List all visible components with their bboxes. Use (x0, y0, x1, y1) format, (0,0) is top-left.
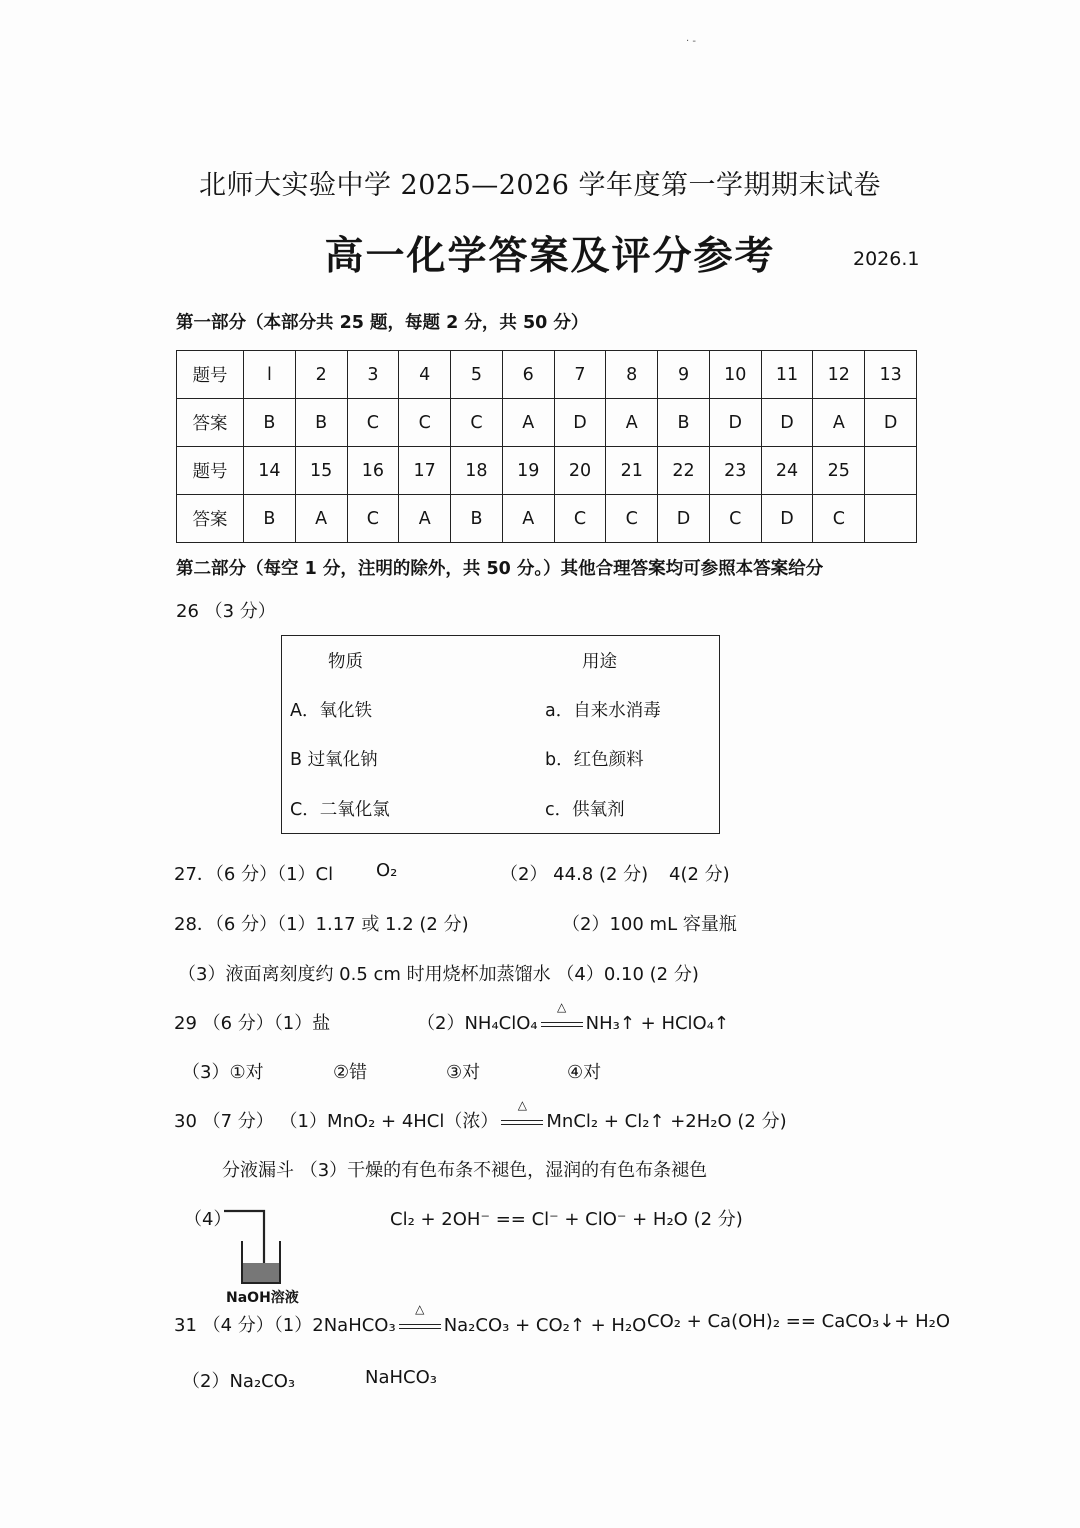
table-cell: A (813, 399, 865, 447)
table-cell: D (761, 495, 813, 543)
table-cell: 5 (451, 351, 503, 399)
q26-col-substance: 物质 (328, 652, 363, 672)
table-cell: D (761, 399, 813, 447)
q30-products: MnCl₂ + Cl₂↑ +2H₂O (2 分) (546, 1111, 787, 1132)
table-cell: 9 (658, 351, 710, 399)
table-cell: 14 (244, 447, 296, 495)
table-cell: 16 (347, 447, 399, 495)
q30-part4-label: （4） (184, 1209, 232, 1230)
table-cell: 7 (554, 351, 606, 399)
table-cell: C (554, 495, 606, 543)
scan-mark: · - (686, 36, 696, 47)
table-cell: 17 (399, 447, 451, 495)
q29-reactant: （2）NH₄ClO₄ (417, 1013, 538, 1034)
q26-substance-c: C．二氧化氯 (290, 800, 390, 820)
q30-reactants: 30 （7 分） （1）MnO₂ + 4HCl（浓） (174, 1111, 499, 1132)
table-cell: 18 (451, 447, 503, 495)
table-cell: C (399, 399, 451, 447)
q26-matching-box (281, 635, 720, 834)
table-cell: D (554, 399, 606, 447)
table-cell: A (502, 495, 554, 543)
q31-part2-2: NaHCO₃ (365, 1367, 437, 1388)
q29-line2-2: ②错 (333, 1062, 368, 1083)
q26-use-c: c．供氧剂 (545, 800, 625, 820)
answer-table (176, 350, 917, 543)
heat-arrow (396, 1302, 444, 1336)
table-row (177, 495, 917, 543)
q28-part1: 28．（6 分）（1）1.17 或 1.2 (2 分) (174, 914, 469, 935)
heat-symbol: △ (517, 1098, 528, 1112)
q28-line2: （3）液面离刻度约 0.5 cm 时用烧杯加蒸馏水 （4）0.10 (2 分) (178, 964, 699, 985)
table-cell: C (709, 495, 761, 543)
q27-o2: O₂ (376, 860, 398, 881)
table-cell: l (244, 351, 296, 399)
table-cell: 21 (606, 447, 658, 495)
row-label: 答案 (177, 399, 244, 447)
table-cell: B (244, 399, 296, 447)
q29-part1: 29 （6 分）（1）盐 (174, 1013, 331, 1034)
table-row (177, 399, 917, 447)
q26-substance-a: A．氧化铁 (290, 701, 372, 721)
table-cell: 11 (761, 351, 813, 399)
school-title: 北师大实验中学 2025—2026 学年度第一学期期末试卷 (198, 170, 882, 201)
q26-substance-b: B 过氧化钠 (290, 750, 378, 770)
table-cell: 15 (295, 447, 347, 495)
exam-date: 2026.1 (853, 248, 920, 270)
table-cell: C (813, 495, 865, 543)
q26-use-a: a．自来水消毒 (545, 701, 661, 721)
table-cell: B (658, 399, 710, 447)
q29-products: NH₃↑ + HClO₄↑ (585, 1013, 730, 1034)
table-cell: C (347, 495, 399, 543)
beaker-diagram (220, 1207, 290, 1287)
q31-reactant: 31 （4 分）（1）2NaHCO₃ (174, 1315, 396, 1336)
table-cell: B (244, 495, 296, 543)
heat-arrow (498, 1098, 546, 1132)
q30-part4-equation: Cl₂ + 2OH⁻ == Cl⁻ + ClO⁻ + H₂O (2 分) (390, 1209, 743, 1230)
table-cell: 13 (865, 351, 917, 399)
q27-part2: （2） 44.8 (2 分) (500, 864, 649, 885)
naoh-solution (243, 1263, 279, 1282)
table-cell: 25 (813, 447, 865, 495)
table-cell: 6 (502, 351, 554, 399)
table-cell: 3 (347, 351, 399, 399)
q27-part3: 4(2 分) (669, 864, 730, 885)
table-cell: C (451, 399, 503, 447)
part1-title: 第一部分（本部分共 25 题，每题 2 分，共 50 分） (176, 313, 589, 333)
table-cell: 2 (295, 351, 347, 399)
q31-equation2: CO₂ + Ca(OH)₂ == CaCO₃↓+ H₂O (647, 1311, 951, 1332)
naoh-label: NaOH溶液 (226, 1290, 299, 1306)
table-row (177, 351, 917, 399)
page-title: 高一化学答案及评分参考 (324, 234, 776, 279)
table-row (177, 447, 917, 495)
q26-col-use: 用途 (582, 652, 617, 672)
table-cell: 4 (399, 351, 451, 399)
heat-arrow (538, 1000, 586, 1034)
row-label: 答案 (177, 495, 244, 543)
table-cell: D (865, 399, 917, 447)
q26-use-b: b．红色颜料 (545, 750, 644, 770)
heat-symbol: △ (415, 1302, 425, 1316)
heat-symbol: △ (557, 1000, 567, 1014)
q29-line2-3: ③对 (446, 1062, 481, 1083)
table-cell: A (295, 495, 347, 543)
table-cell: D (709, 399, 761, 447)
table-cell: B (451, 495, 503, 543)
table-cell: 20 (554, 447, 606, 495)
table-cell: C (347, 399, 399, 447)
table-cell: 19 (502, 447, 554, 495)
row-label: 题号 (177, 447, 244, 495)
table-cell: B (295, 399, 347, 447)
q27-part1: 27．（6 分）（1）Cl (174, 864, 334, 885)
table-cell: C (606, 495, 658, 543)
q31-products: Na₂CO₃ + CO₂↑ + H₂O (443, 1315, 647, 1336)
q30-line2: 分液漏斗 （3）干燥的有色布条不褪色，湿润的有色布条褪色 (222, 1160, 708, 1181)
q29-line2-4: ④对 (567, 1062, 602, 1083)
table-cell: 8 (606, 351, 658, 399)
table-cell (865, 447, 917, 495)
row-label: 题号 (177, 351, 244, 399)
q29-equation (417, 1000, 730, 1035)
q31-equation1 (174, 1302, 647, 1337)
table-cell (865, 495, 917, 543)
q26-heading: 26 （3 分） (176, 601, 276, 622)
table-cell: 12 (813, 351, 865, 399)
table-cell: 23 (709, 447, 761, 495)
q31-part2-1: （2）Na₂CO₃ (182, 1371, 296, 1392)
q30-equation (174, 1098, 787, 1133)
table-cell: A (502, 399, 554, 447)
table-cell: 10 (709, 351, 761, 399)
table-cell: 24 (761, 447, 813, 495)
table-cell: 22 (658, 447, 710, 495)
table-cell: A (606, 399, 658, 447)
table-cell: D (658, 495, 710, 543)
table-cell: A (399, 495, 451, 543)
part2-title: 第二部分（每空 1 分，注明的除外，共 50 分。）其他合理答案均可参照本答案给分 (176, 559, 824, 579)
q28-part2: （2）100 mL 容量瓶 (562, 914, 737, 935)
q29-line2-1: （3）①对 (182, 1062, 264, 1083)
